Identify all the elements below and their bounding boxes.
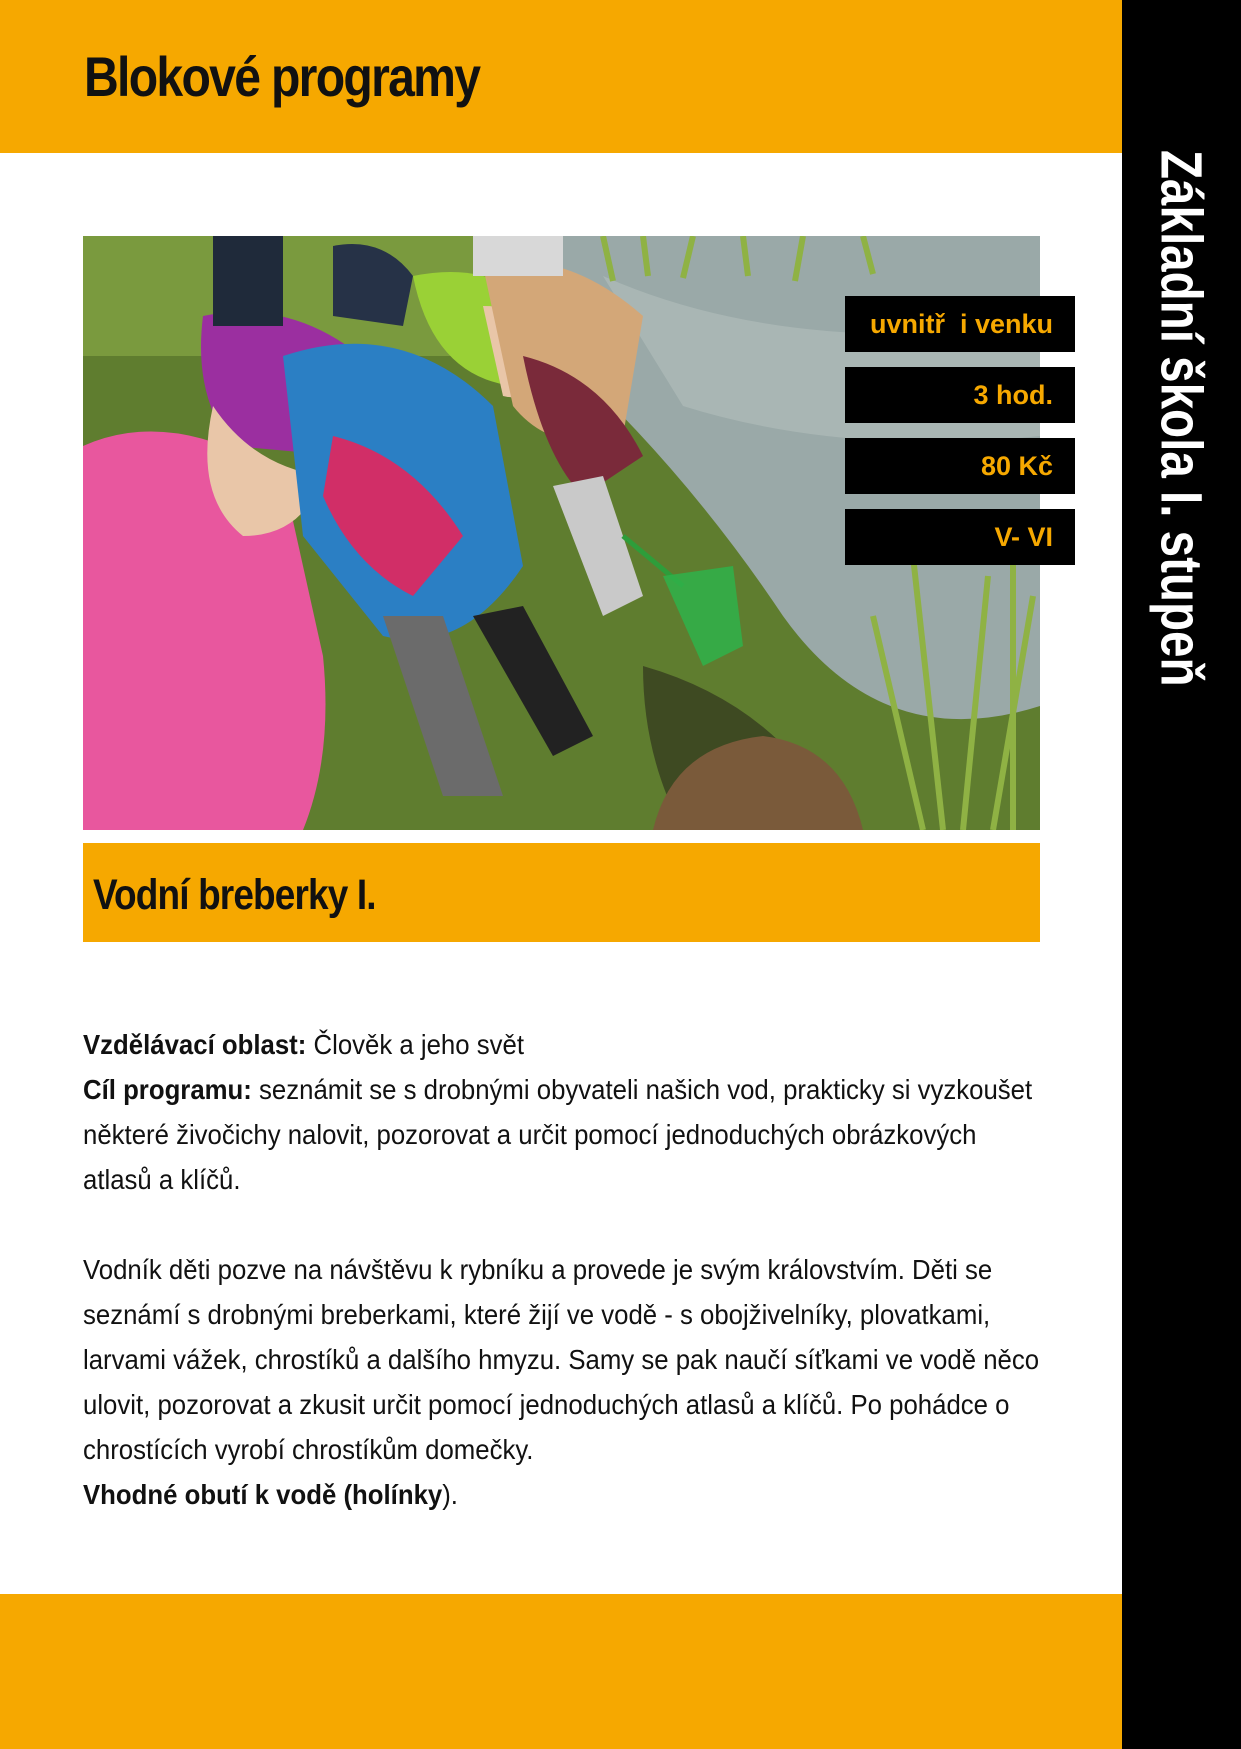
program-goal-value: seznámit se s drobnými obyvateli našich vod, prakticky si vyzkoušet některé živočichy nalovit, pozorovat a určit pomocí jednoduchých obrázkových atlasů a klíčů. — [83, 1074, 1033, 1195]
footer-band — [0, 1594, 1122, 1749]
program-title: Vodní breberky I. — [93, 871, 376, 919]
sidebar-title: Základní škola I. stupeň — [1148, 150, 1214, 687]
education-area-value: Člověk a jeho svět — [306, 1029, 524, 1060]
program-goal — [83, 1067, 1040, 1202]
program-description — [83, 1022, 1040, 1517]
page-title: Blokové programy — [84, 45, 480, 108]
footwear-note-bold: Vhodné obutí k vodě (holínky — [83, 1479, 443, 1510]
program-story: Vodník děti pozve na návštěvu k rybníku a provede je svým královstvím. Děti se seznámí s drobnými breberkami, které žijí ve vodě - s obojživelníky, plovatkami, larvami vážek, chrostíků a dalšího hmyzu. Samy se pak naučí síťkami ve vodě něco ulovit, pozorovat a zkusit určit pomocí jednoduchých atlasů a klíčů. Po pohádce o chrostících vyrobí chrostíkům domečky. — [83, 1254, 1040, 1465]
program-title-band — [83, 843, 1040, 942]
footwear-note-end: ). — [442, 1479, 458, 1510]
footwear-note — [83, 1472, 1040, 1517]
location-tag: uvnitř i venku — [845, 296, 1075, 352]
grade-tag: V- VI — [845, 509, 1075, 565]
header-band — [0, 0, 1122, 153]
education-area — [83, 1022, 1040, 1067]
duration-tag: 3 hod. — [845, 367, 1075, 423]
program-goal-label: Cíl programu: — [83, 1074, 252, 1105]
education-area-label: Vzdělávací oblast: — [83, 1029, 307, 1060]
price-tag: 80 Kč — [845, 438, 1075, 494]
program-info-tags — [845, 296, 1075, 580]
